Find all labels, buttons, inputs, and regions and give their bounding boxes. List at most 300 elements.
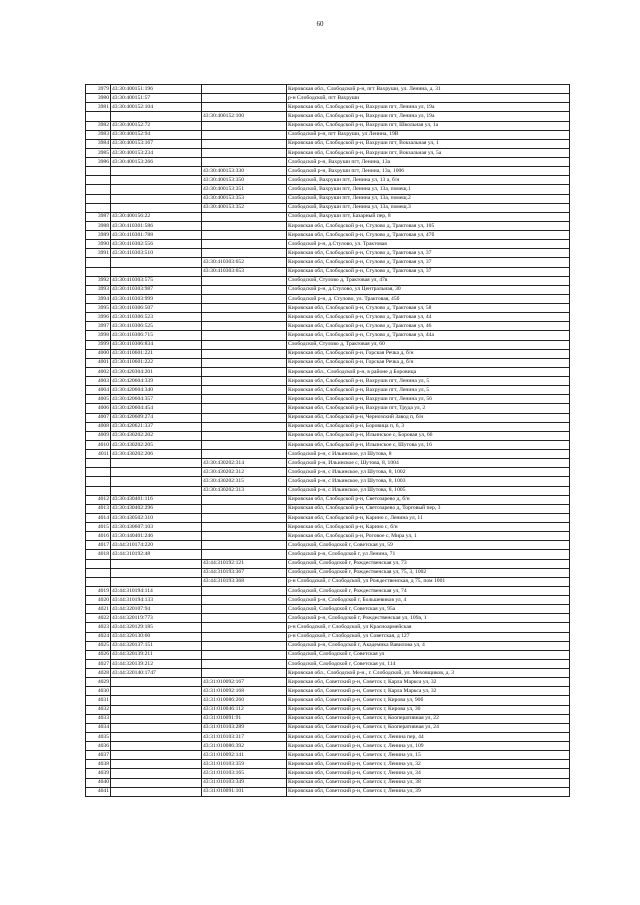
linked-object-number-cell: 43:31:010046:112 [202,705,287,714]
address-cell: Кировская обл, Советский р-н, Советск г, Ленина пер, 44 [287,732,570,741]
address-cell: Слободской р-н, д.Стулово, ул Центральная, 30 [287,285,570,294]
linked-object-number-cell [202,586,287,595]
row-number-cell: 4039 [86,769,111,778]
cadastral-number-cell: 43:30:400153:266 [111,158,202,167]
linked-object-number-cell [202,304,287,313]
linked-object-number-cell: 43:31:010103:317 [202,732,287,741]
row-number-cell: 4011 [86,450,111,459]
cadastral-number-cell: 43:30:400156:22 [111,212,202,221]
row-number-cell: 4007 [86,413,111,422]
row-number-cell: 4028 [86,669,111,678]
table-row [86,450,570,459]
address-cell: Кировская обл, Слободской р-н, Чернозский Завод п, б/н [287,413,570,422]
table-row [86,94,570,103]
linked-object-number-cell [202,395,287,404]
table-row [86,614,570,623]
table-row [86,431,570,440]
cadastral-number-cell [111,185,202,194]
address-cell: Слободской, Слободской г, Рождественская ул, 73 [287,559,570,568]
row-number-cell: 4008 [86,422,111,431]
table-row [86,459,570,468]
row-number-cell: 3987 [86,212,111,221]
table-row [86,778,570,787]
cadastral-number-cell [111,468,202,477]
table-row [86,742,570,751]
address-cell: Слободской р-н, д. Стулово, ул. Трактовая, 45б [287,294,570,303]
row-number-cell: 3990 [86,240,111,249]
row-number-cell: 4030 [86,687,111,696]
table-row [86,203,570,212]
linked-object-number-cell: 43:30:430202:312 [202,468,287,477]
linked-object-number-cell: 43:31:010103:359 [202,760,287,769]
cadastral-number-cell: 43:30:420604:454 [111,404,202,413]
linked-object-number-cell [202,550,287,559]
address-cell: Кировская обл, Слободской р-н, Вахруши пгт, Ленина ул, 5 [287,386,570,395]
linked-object-number-cell [202,523,287,532]
row-number-cell: 4031 [86,696,111,705]
row-number-cell: 4027 [86,659,111,668]
address-cell: Кировская обл, Слободской р-н, Вахруши пгт, Ленина ул, 5 [287,377,570,386]
cadastral-number-cell [111,176,202,185]
table-row [86,687,570,696]
table-row [86,395,570,404]
table-row [86,513,570,522]
linked-object-number-cell: 43:31:010092:168 [202,687,287,696]
table-row [86,769,570,778]
linked-object-number-cell: 43:30:410303:652 [202,258,287,267]
address-cell: Кировская обл, Советский р-н, Советск г, Ленина ул, 32 [287,760,570,769]
table-row [86,139,570,148]
row-number-cell: 4037 [86,751,111,760]
cadastral-number-cell: 43:44:320107:94 [111,605,202,614]
address-cell: Кировская обл, Советский р-н, Советск г, Ленина ул, 38 [287,778,570,787]
cadastral-number-cell [111,723,202,732]
table-row [86,340,570,349]
row-number-cell: 3993 [86,285,111,294]
linked-object-number-cell: 43:30:430202:313 [202,486,287,495]
address-cell: Кировская обл, Слободской р-н, Стулово д, Трактовая ул, 37 [287,267,570,276]
linked-object-number-cell [202,103,287,112]
table-row [86,158,570,167]
table-row [86,404,570,413]
cadastral-number-cell [111,167,202,176]
linked-object-number-cell: 43:31:010086:260 [202,696,287,705]
linked-object-number-cell: 43:30:400153:351 [202,185,287,194]
linked-object-number-cell: 43:30:430202:314 [202,459,287,468]
row-number-cell: 4023 [86,623,111,632]
cadastral-number-cell [111,459,202,468]
row-number-cell: 3989 [86,231,111,240]
row-number-cell [86,194,111,203]
cadastral-number-cell [111,742,202,751]
row-number-cell [86,258,111,267]
linked-object-number-cell: 43:30:400153:353 [202,194,287,203]
property-register-table [85,84,570,797]
address-cell: Слободской р-н, Слободской г, Академика Вавилова ул, 4 [287,641,570,650]
linked-object-number-cell [202,231,287,240]
table-row [86,349,570,358]
address-cell: Кировская обл, Слободской р-н, Ильинское с, Шутова ул, 16 [287,440,570,449]
table-row [86,669,570,678]
address-cell: Кировская обл, Советский р-н, Советск г, Ленина ул, 34 [287,769,570,778]
cadastral-number-cell: 43:30:410303:575 [111,276,202,285]
address-cell: Кировская обл, Слободской р-н, Светозарево д, Торговый пер, 3 [287,504,570,513]
address-cell: Слободской, Стулово д, Трактовая ул, 47в [287,276,570,285]
row-number-cell: 4040 [86,778,111,787]
table-row [86,468,570,477]
linked-object-number-cell [202,221,287,230]
table-row [86,285,570,294]
linked-object-number-cell [202,614,287,623]
row-number-cell: 4035 [86,732,111,741]
table-row [86,176,570,185]
table-row [86,112,570,121]
row-number-cell: 4014 [86,513,111,522]
cadastral-number-cell: 43:30:400152:104 [111,103,202,112]
address-cell: Кировская обл, Слободской р-н, Вахруши пгт, Ленина ул, 19а [287,112,570,121]
address-cell: Кировская обл, Слободской р-н, Вахруши пгт, Вокзальная ул, 1 [287,139,570,148]
row-number-cell: 4013 [86,504,111,513]
row-number-cell: 4036 [86,742,111,751]
address-cell: Кировская обл, Слободской р-н, Горская Речка д, б/н [287,349,570,358]
linked-object-number-cell [202,377,287,386]
table-row [86,377,570,386]
row-number-cell: 4017 [86,541,111,550]
linked-object-number-cell [202,212,287,221]
address-cell: Слободской р-н, Слободской г, Большевиков ул, 4 [287,596,570,605]
linked-object-number-cell: 43:31:010091:91 [202,714,287,723]
table-row [86,440,570,449]
address-cell: Кировская обл, Слободской р-н, Боровица п, 6, 3 [287,422,570,431]
row-number-cell: 4041 [86,787,111,796]
linked-object-number-cell [202,139,287,148]
table-row [86,422,570,431]
linked-object-number-cell: 43:31:010103:165 [202,769,287,778]
linked-object-number-cell [202,121,287,130]
table-row [86,477,570,486]
address-cell: Кировская обл, Слободской р-н, Стулово д, Трактовая ул, 44 [287,313,570,322]
table-row [86,586,570,595]
cadastral-number-cell: 43:30:430502:310 [111,513,202,522]
table-row [86,659,570,668]
address-cell: Слободской, Вахруши пгт, Ленина ул, 13а, помещ.2 [287,194,570,203]
table-row [86,413,570,422]
row-number-cell: 3999 [86,340,111,349]
address-cell: Слободской, Слободской г, Рождественская ул, 74 [287,586,570,595]
linked-object-number-cell [202,404,287,413]
linked-object-number-cell [202,322,287,331]
linked-object-number-cell [202,285,287,294]
linked-object-number-cell [202,276,287,285]
table-row [86,240,570,249]
cadastral-number-cell: 43:30:410306:715 [111,331,202,340]
row-number-cell: 4025 [86,641,111,650]
linked-object-number-cell [202,313,287,322]
cadastral-number-cell: 43:44:320140:1747 [111,669,202,678]
cadastral-number-cell [111,577,202,586]
cadastral-number-cell: 43:44:310174:220 [111,541,202,550]
row-number-cell: 4015 [86,523,111,532]
cadastral-number-cell: 43:44:310194:133 [111,596,202,605]
table-body [86,85,570,797]
table-row [86,787,570,796]
table-row [86,486,570,495]
cadastral-number-cell: 43:30:410601:222 [111,358,202,367]
cadastral-number-cell [111,751,202,760]
row-number-cell [86,267,111,276]
row-number-cell: 3984 [86,139,111,148]
address-cell: Кировская обл, Слободской р-н, Стулово д, Трактовая ул, 44а [287,331,570,340]
cadastral-number-cell: 43:44:310192:48 [111,550,202,559]
address-cell: Кировская обл, Слободской р-н, Вахруши пгт, Вокзальная ул, 5а [287,148,570,157]
table-row [86,623,570,632]
address-cell: Кировская обл, Советский р-н, Советск г, Ленина ул, 109 [287,742,570,751]
cadastral-number-cell: 43:44:320137:151 [111,641,202,650]
table-row [86,386,570,395]
table-row [86,714,570,723]
address-cell: Кировская обл, Слободской р-н, Вахруши пгт, Труда ул, 2 [287,404,570,413]
cadastral-number-cell [111,760,202,769]
cadastral-number-cell [111,258,202,267]
cadastral-number-cell: 43:30:410301:586 [111,221,202,230]
linked-object-number-cell [202,85,287,94]
table-row [86,367,570,376]
row-number-cell [86,468,111,477]
cadastral-number-cell: 43:44:310194:114 [111,586,202,595]
address-cell: Кировская обл, Слободской р-н, Вахруши пгт, Ленина ул, 56 [287,395,570,404]
address-cell: Слободской, Вахруши пгт, Ленина ул, 13а, помещ.3 [287,203,570,212]
row-number-cell: 4010 [86,440,111,449]
row-number-cell: 4032 [86,705,111,714]
address-cell: Кировская обл., Слободской р-н, пгт Вахруши, ул. Ленина, д. 31 [287,85,570,94]
row-number-cell: 4021 [86,605,111,614]
linked-object-number-cell [202,532,287,541]
table-row [86,559,570,568]
address-cell: Слободской, Слободской г, Советская ул, 59 [287,541,570,550]
cadastral-number-cell: 43:30:400152:72 [111,121,202,130]
linked-object-number-cell [202,504,287,513]
table-row [86,267,570,276]
cadastral-number-cell [111,732,202,741]
cadastral-number-cell [111,778,202,787]
linked-object-number-cell [202,240,287,249]
address-cell: Кировская обл, Советский р-н, Советск г, Кооперативная ул, 22 [287,714,570,723]
linked-object-number-cell [202,513,287,522]
linked-object-number-cell [202,94,287,103]
table-row [86,760,570,769]
address-cell: Слободской р-н, Слободской г, Рождественская ул, 109а, 1 [287,614,570,623]
linked-object-number-cell [202,148,287,157]
row-number-cell: 3988 [86,221,111,230]
linked-object-number-cell: 43:31:010091:101 [202,787,287,796]
table-row [86,678,570,687]
table-row [86,550,570,559]
row-number-cell [86,112,111,121]
address-cell: Кировская обл, Слободской р-н, Вахруши пгт, Школьная ул, 1а [287,121,570,130]
row-number-cell: 4009 [86,431,111,440]
table-row [86,331,570,340]
table-row [86,696,570,705]
address-cell: Кировская обл, Слободской р-н, Карино с, Ленина ул, 11 [287,513,570,522]
table-row [86,85,570,94]
cadastral-number-cell: 43:30:430401:116 [111,495,202,504]
cadastral-number-cell [111,267,202,276]
row-number-cell: 4024 [86,632,111,641]
address-cell: Кировская обл, Слободской р-н, Стулово д, Трактовая ул, 58 [287,304,570,313]
address-cell: Слободской р-н, Ильинское с, Шутова, 8, 1004 [287,459,570,468]
row-number-cell: 4005 [86,395,111,404]
linked-object-number-cell [202,331,287,340]
linked-object-number-cell: 43:31:010092:167 [202,678,287,687]
address-cell: р-н Слободской, г Слободской, ул Советская, д 127 [287,632,570,641]
cadastral-number-cell [111,787,202,796]
address-cell: Слободской р-н, с Ильинское, ул Шутова, 8 [287,450,570,459]
address-cell: Кировская обл., Слободской р-н., г. Слободской, ул. Меховщиков, д. 3 [287,669,570,678]
address-cell: Слободской р-н, с Ильинское, ул Шутова, 8, 1003 [287,477,570,486]
address-cell: р-н Слободской, г Слободской, ул Красноармейская [287,623,570,632]
table-row [86,495,570,504]
cadastral-number-cell [111,477,202,486]
cadastral-number-cell: 43:30:420604:339 [111,377,202,386]
cadastral-number-cell [111,687,202,696]
linked-object-number-cell: 43:30:410303:653 [202,267,287,276]
cadastral-number-cell: 43:30:440401:246 [111,532,202,541]
cadastral-number-cell: 43:30:420604:357 [111,395,202,404]
row-number-cell [86,459,111,468]
linked-object-number-cell: 43:31:010103:289 [202,723,287,732]
row-number-cell: 4020 [86,596,111,605]
row-number-cell: 4001 [86,358,111,367]
row-number-cell: 4034 [86,723,111,732]
linked-object-number-cell: 43:30:400153:350 [202,176,287,185]
linked-object-number-cell [202,623,287,632]
address-cell: Кировская обл, Слободской р-н, Вахруши пгт, Ленина ул, 19а [287,103,570,112]
cadastral-number-cell: 43:30:410303:987 [111,285,202,294]
cadastral-number-cell: 43:30:430607:103 [111,523,202,532]
linked-object-number-cell [202,669,287,678]
cadastral-number-cell: 43:30:410306:834 [111,340,202,349]
address-cell: Кировская обл, Слободской р-н, Роговое с, Мира ул, 1 [287,532,570,541]
address-cell: Кировская обл, Слободской р-н, Горская Речка д, б/н [287,358,570,367]
row-number-cell: 3996 [86,313,111,322]
table-row [86,148,570,157]
linked-object-number-cell [202,358,287,367]
linked-object-number-cell [202,367,287,376]
row-number-cell: 4033 [86,714,111,723]
cadastral-number-cell: 43:30:410601:221 [111,349,202,358]
cadastral-number-cell [111,678,202,687]
table-row [86,294,570,303]
table-row [86,231,570,240]
cadastral-number-cell [111,696,202,705]
address-cell: Кировская обл, Советский р-н, Советск г, Кооперативная ул, 24 [287,723,570,732]
row-number-cell [86,486,111,495]
page-number: 60 [316,20,324,28]
address-cell: Кировская обл, Советский р-н, Советск г, Ленина ул, 15 [287,751,570,760]
cadastral-number-cell: 43:44:320139:211 [111,650,202,659]
address-cell: Кировская обл, Слободской р-н, Стулово д, Трактовая ул, 105 [287,221,570,230]
row-number-cell: 3980 [86,94,111,103]
address-cell: Слободской р-н, с Ильинское, ул Шутова, 8, 1002 [287,468,570,477]
cadastral-number-cell [111,486,202,495]
linked-object-number-cell: 43:30:400153:330 [202,167,287,176]
row-number-cell [86,577,111,586]
table-row [86,650,570,659]
cadastral-number-cell: 43:30:410302:556 [111,240,202,249]
linked-object-number-cell [202,659,287,668]
cadastral-number-cell: 43:30:410306:523 [111,313,202,322]
table-row [86,221,570,230]
row-number-cell: 3981 [86,103,111,112]
table-row [86,705,570,714]
linked-object-number-cell: 43:31:010092:141 [202,751,287,760]
row-number-cell: 4004 [86,386,111,395]
row-number-cell: 4012 [86,495,111,504]
table-row [86,194,570,203]
linked-object-number-cell: 43:44:310193:368 [202,577,287,586]
address-cell: Слободской, Стулово д, Трактовая ул, 60 [287,340,570,349]
address-cell: Слободской, Слободской г, Рождественская ул, 75, 3, 1002 [287,568,570,577]
address-cell: Слободской, Вахруши пгт, Ленина ул, 13 а, б/н [287,176,570,185]
table-row [86,605,570,614]
table-row [86,322,570,331]
linked-object-number-cell [202,431,287,440]
address-cell: Кировская обл, Советский р-н, Советск г, Ленина ул, 39 [287,787,570,796]
table-row [86,723,570,732]
row-number-cell: 4002 [86,367,111,376]
linked-object-number-cell [202,422,287,431]
table-row [86,504,570,513]
cadastral-number-cell [111,194,202,203]
cadastral-number-cell: 43:44:320130:60 [111,632,202,641]
address-cell: Кировская обл, Слободской р-н, Ильинское с, Боровая ул, 66 [287,431,570,440]
cadastral-number-cell [111,769,202,778]
table-row [86,568,570,577]
address-cell: Слободской р-н, Вахруши пгт, Ленина, 13а [287,158,570,167]
table-row [86,751,570,760]
cadastral-number-cell [111,203,202,212]
cadastral-number-cell: 43:30:420621:337 [111,422,202,431]
linked-object-number-cell: 43:31:010086:392 [202,742,287,751]
linked-object-number-cell [202,249,287,258]
cadastral-number-cell: 43:44:320129:185 [111,623,202,632]
cadastral-number-cell: 43:30:410303:510 [111,249,202,258]
row-number-cell: 4018 [86,550,111,559]
row-number-cell: 4026 [86,650,111,659]
table-row [86,532,570,541]
cadastral-number-cell [111,559,202,568]
table-row [86,641,570,650]
linked-object-number-cell: 43:44:310192:121 [202,559,287,568]
address-cell: Слободской р-н, пгт Вахруши, ул Ленина, 19В [287,130,570,139]
table-row [86,121,570,130]
cadastral-number-cell: 43:44:320139:212 [111,659,202,668]
cadastral-number-cell [111,568,202,577]
row-number-cell: 3998 [86,331,111,340]
linked-object-number-cell [202,413,287,422]
cadastral-number-cell: 43:30:410303:999 [111,294,202,303]
address-cell: р-н Слободской, г Слободской, ул Рождественская, д 75, пом 1001 [287,577,570,586]
address-cell: Кировская обл., Слободской р-н, в районе д Боровица [287,367,570,376]
table-row [86,596,570,605]
linked-object-number-cell: 43:30:400153:352 [202,203,287,212]
table-row [86,358,570,367]
cadastral-number-cell: 43:30:430402:296 [111,504,202,513]
row-number-cell: 4003 [86,377,111,386]
cadastral-number-cell: 43:30:400153:234 [111,148,202,157]
address-cell: Слободской, Слободской г, Советская ул, 114 [287,659,570,668]
address-cell: Слободской, Слободской г, Советская ул [287,650,570,659]
